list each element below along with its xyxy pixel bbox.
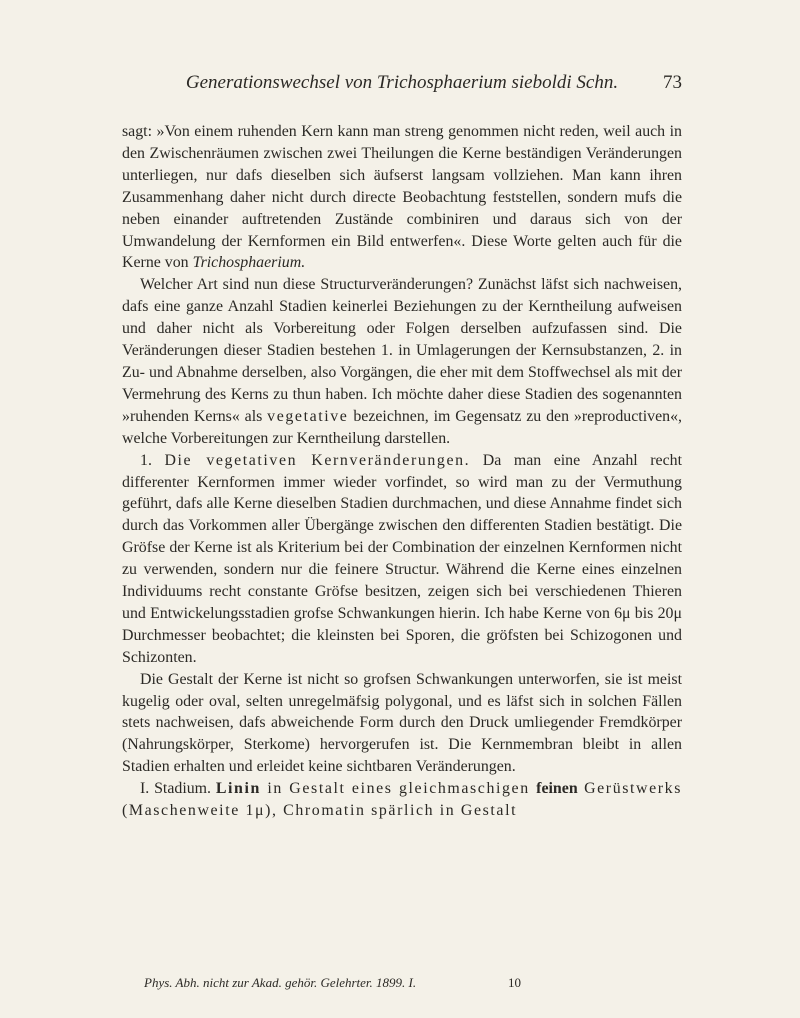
paragraph-2-text-end: bezeichnen, im Gegensatz zu den »reproductiven«, welche Vorbereitungen zur Kerntheilung darstellen. — [122, 407, 682, 447]
paragraph-5 — [122, 778, 682, 822]
paragraph-1 — [122, 121, 682, 274]
paragraph-4 — [122, 669, 682, 779]
footer-signature: 10 — [508, 975, 521, 990]
paragraph-3-text: Da man eine Anzahl recht differenter Kernformen immer wieder vorfindet, so wird man zu der Vermuthung geführt, dafs alle Kerne dieselben Stadien durchmachen, und diese Annahme findet sich durch das Vorkommen aller Übergänge zwischen den differenten Stadien bestätigt. Die Gröfse der Kerne ist als Kriterium bei der Combination der einzelnen Kernformen nicht zu verwenden, sondern nur die feinere Structur. Während die Kerne eines einzelnen Individuums recht constante Gröfse besitzen, zeigen sich bei verschiedenen Thieren und Entwickelungsstadien grofse Schwankungen hierin. Ich habe Kerne von 6μ bis 20μ Durchmesser beobachtet; die kleinsten bei Sporen, die gröfsten bei Schizogonen und Schizonten. — [122, 451, 682, 666]
page-footer — [144, 975, 684, 995]
term-feinen: feinen — [536, 780, 578, 798]
paragraph-5-text-end: Gerüstwerks (Maschenweite 1μ), Chromatin spärlich in Gestalt — [122, 780, 682, 820]
paragraph-2-text: Welcher Art sind nun diese Structurveränderungen? Zunächst läfst sich nachweisen, dafs eine ganze Anzahl Stadien keinerlei Beziehungen zu der Kerntheilung aufweisen und daher nicht als Vorbereitung oder Folgen derselben aufzufassen sind. Die Veränderungen dieser Stadien bestehen 1. in Umlagerungen der Kernsubstanzen, 2. in Zu- und Abnahme derselben, also Vorgängen, die eher mit dem Stoffwechsel als mit der Vermehrung des Kerns zu thun haben. Ich möchte daher diese Stadien des sogenannten »ruhenden Kerns« als — [122, 276, 682, 425]
paragraph-2 — [122, 274, 682, 449]
section-number: 1. — [140, 451, 165, 469]
body-text — [122, 121, 682, 822]
running-title: Generationswechsel von Trichosphaerium sieboldi Schn. — [185, 72, 619, 93]
footer-publication: Phys. Abh. nicht zur Akad. gehör. Gelehrter. 1899. I. — [144, 975, 417, 990]
paragraph-4-text: Die Gestalt der Kerne ist nicht so grofsen Schwankungen unterworfen, sie ist meist kugelig oder oval, selten unregelmäfsig polygonal, und es läfst sich in solchen Fällen stets nachweisen, dafs abweichende Form durch den Druck umliegender Fremdkörper (Nahrungskörper, Sterkome) hervorgerufen ist. Die Kernmembran bleibt in allen Stadien erhalten und erleidet keine sichtbaren Veränderungen. — [122, 670, 682, 776]
term-vegetative: vegetative — [267, 407, 349, 425]
section-heading: Die vegetativen Kernveränderungen. — [164, 451, 471, 469]
genus-name: Trichosphaerium. — [192, 254, 306, 272]
page-number: 73 — [663, 72, 682, 93]
paragraph-1-text: sagt: »Von einem ruhenden Kern kann man streng genommen nicht reden, weil auch in den Zwischenräumen zwischen zwei Theilungen die Kerne beständigen Veränderungen unterliegen, nur dafs dieselben sich äufserst langsam vollziehen. Man kann ihren Zusammenhang daher nicht durch directe Beobachtung feststellen, sondern mufs die neben einander auftretenden Zustände combiniren und daraus sich von der Umwandelung der Kernformen ein Bild entwerfen«. Diese Worte gelten auch für die Kerne von — [122, 123, 682, 272]
paragraph-5-text: in Gestalt eines gleichmaschigen — [260, 780, 537, 798]
paragraph-3 — [122, 450, 682, 669]
page-header — [122, 72, 682, 98]
stage-label: I. Stadium. — [140, 780, 216, 798]
term-linin: Linin — [215, 780, 261, 798]
